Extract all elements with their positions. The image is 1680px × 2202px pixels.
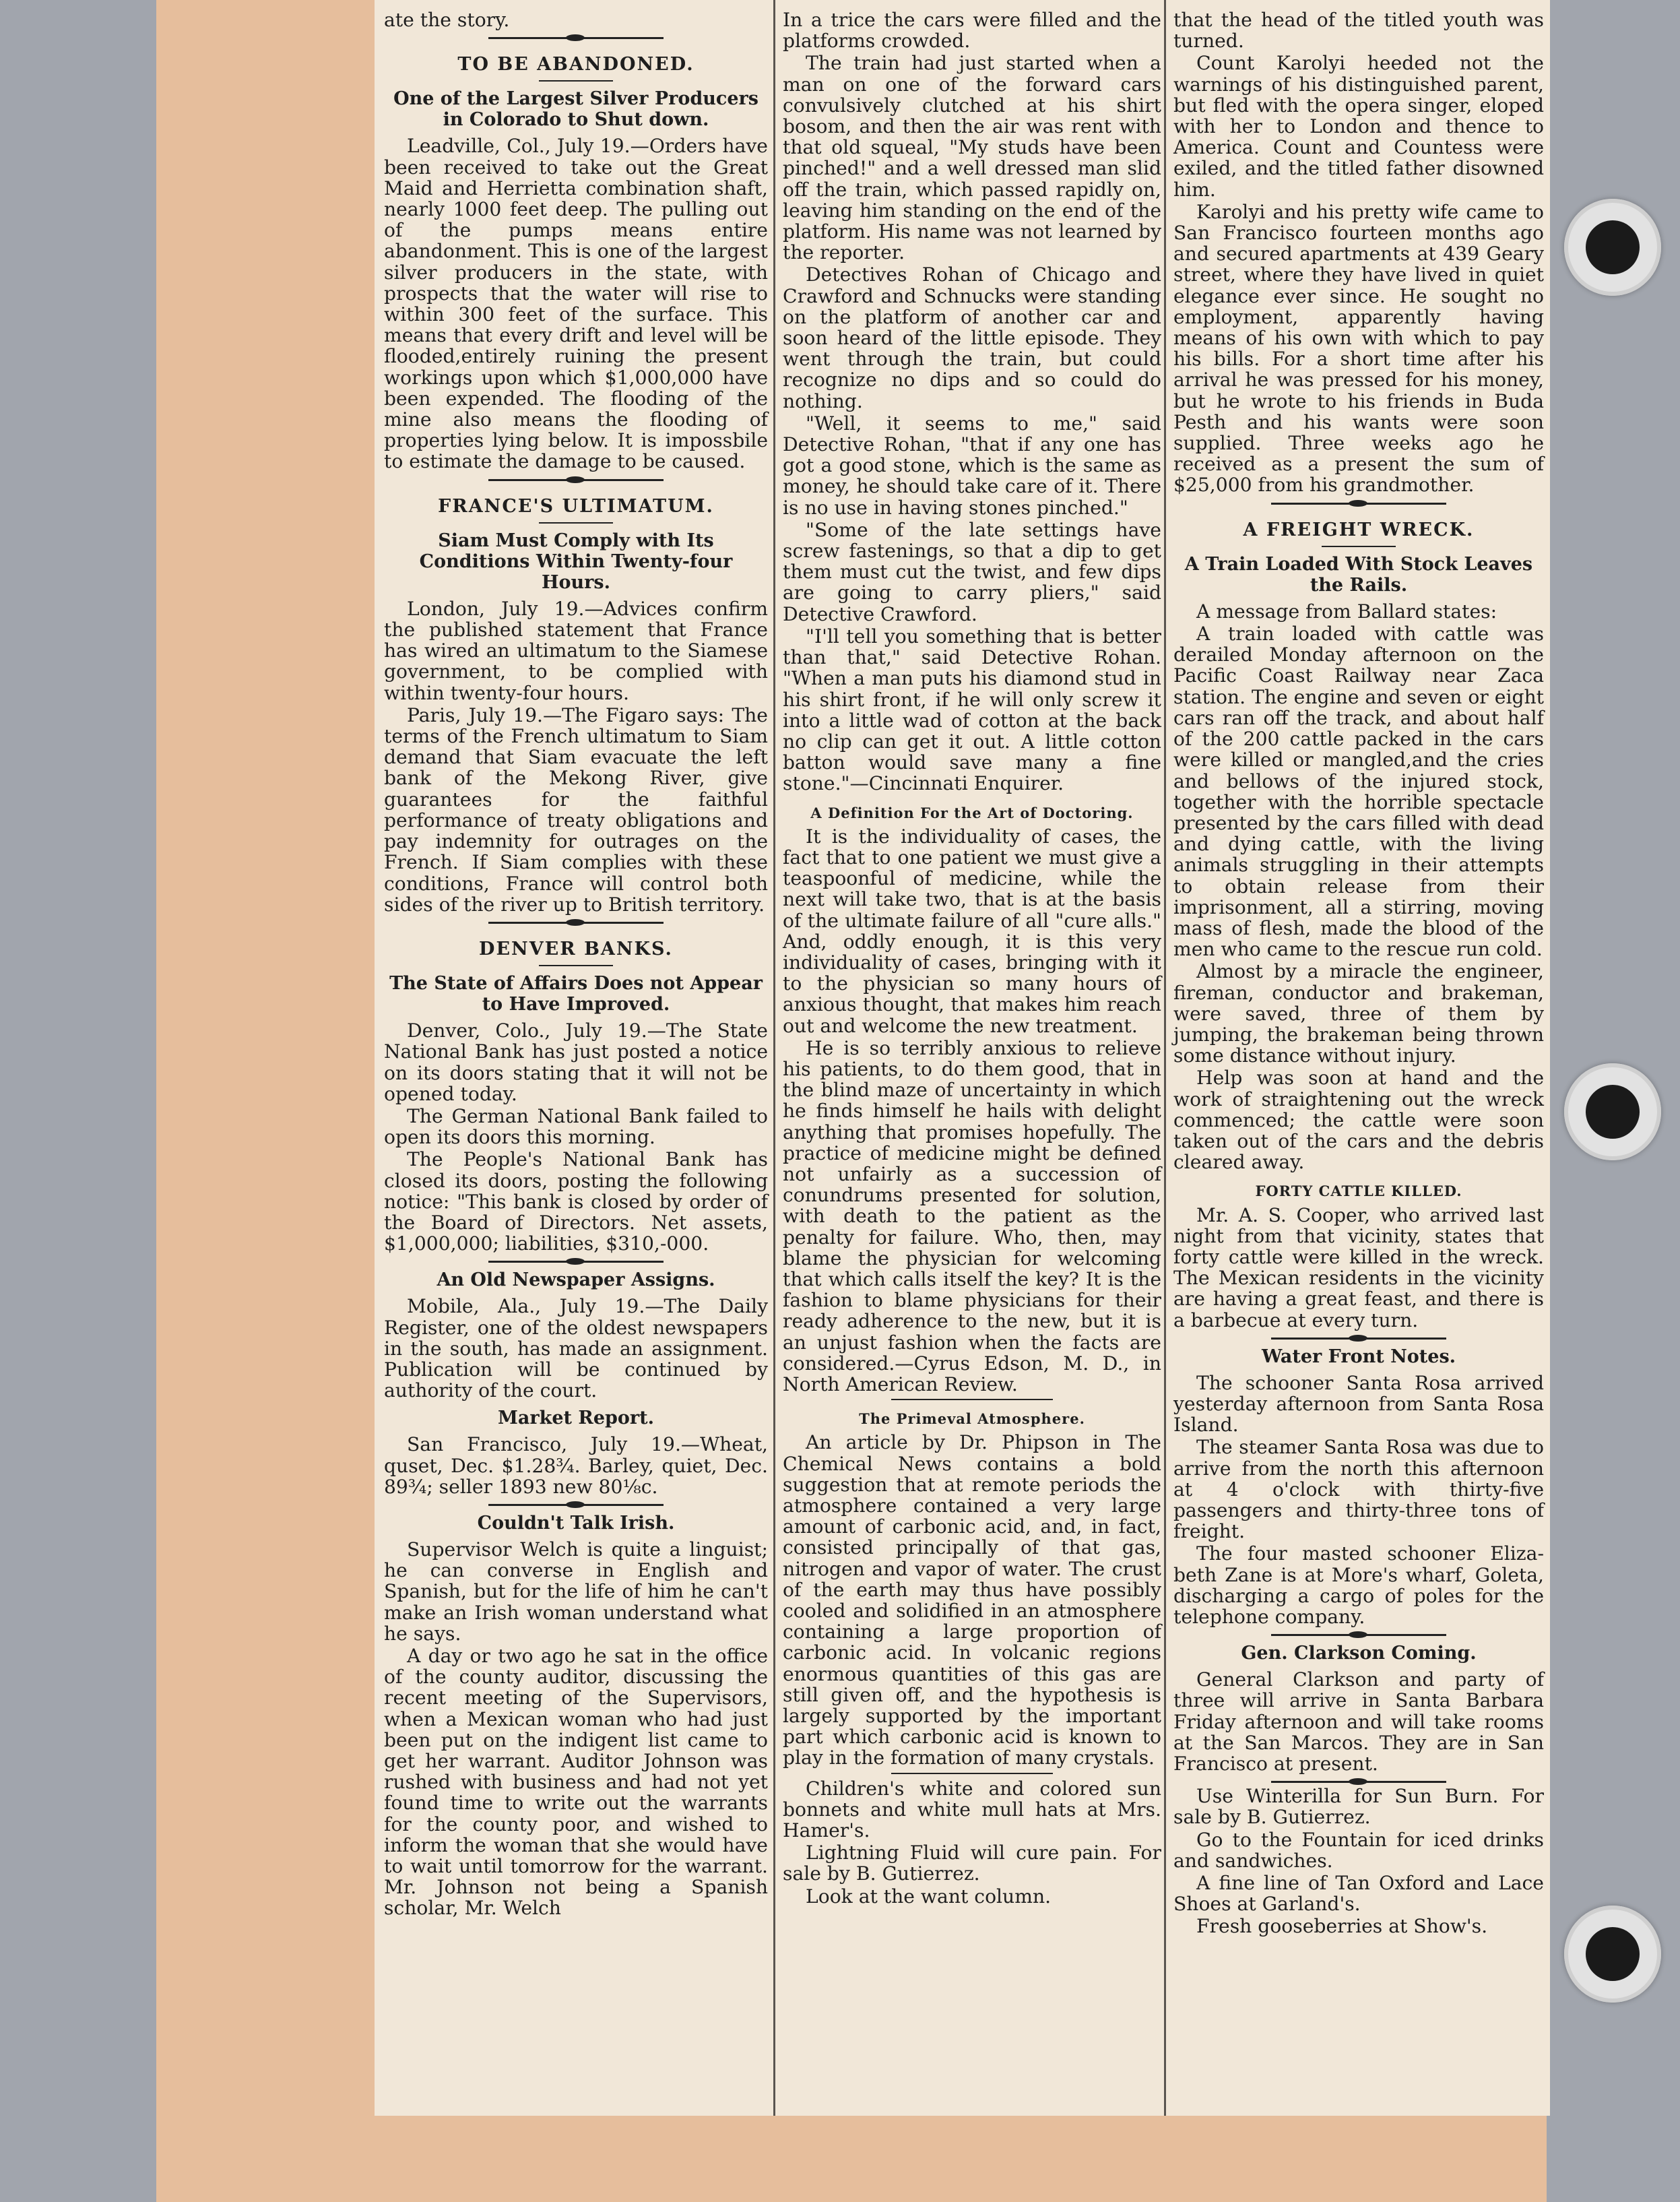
paragraph: "Well, it seems to me," said Detective Rohan, "that if any one has got a good stone, which is the same as money, he should take care of it. There is no use in having stones pinched." [783,412,1161,519]
advertisement: Use Winterilla for Sun Burn. For sale by B. Gutierrez. [1173,1785,1544,1829]
paragraph: The People's National Bank has closed its doors, posting the following notice: "This bank is closed by order of the Board of Directors. Net assets, $1,000,000; liabilities, $310,-000. [384,1148,768,1255]
ornament-divider [488,479,664,481]
paragraph: The train had just started when a man on one of the forward cars convulsively clutched at his shirt bosom, and then the air was rent with that old squeal, "My studs have been pinched!" and a well dressed man slid off the train, which passed rapidly on, leaving him standing on the end of the platform. His name was not learned by the reporter. [783,52,1161,264]
paragraph: Leadville, Col., July 19.—Orders have been received to take out the Great Maid and Herrietta combination shaft, nearly 1000 feet deep. The pulling out of the pumps means entire abandonment. This is one of the largest silver producers in the state, with prospects that the water will rise to within 300 feet of the surface. This means that every drift and level will be flooded,entirely ruining the present workings upon which $1,000,000 have been expended. The flooding of the mine also means the flooding of properties lying below. It is impossbile to estimate the damage to be caused. [384,135,768,473]
continued-text: ate the story. [384,9,510,31]
ornament-divider [488,1261,664,1263]
paragraph: A train loaded with cattle was derailed Monday afternoon on the Pacific Coast Railway near Zaca station. The engine and seven or eight cars ran off the track, and about half of the 200 cattle packed in the cars were killed or mangled,and the cries and bellows of the injured stock, together with the horrible spectacle presented by the cars filled with dead and dying cattle, with the living animals struggling in their attempts to obtain release from their imprisonment, all a stirring, moving mass of flesh, made the blood of the men who came to the rescue run cold. [1173,623,1544,961]
paragraph: "I'll tell you something that is better than that," said Detective Rohan. "When a man puts his diamond stud in his shirt front, if he will only screw it into a little wad of cotton at the back no clip can get it out. A little cotton batton would save many a fine stone."—Cincinnati Enquirer. [783,625,1161,795]
subhead: A Train Loaded With Stock Leaves the Rails. [1184,553,1533,596]
subhead: A Definition For the Art of Doctoring. [810,804,1134,821]
advertisement: Children's white and colored sun bonnets and white mull hats at Mrs. Hamer's. [783,1777,1161,1842]
binder-hole [1564,1063,1661,1160]
paragraph: General Clarkson and party of three will arrive in Santa Barbara Friday afternoon and will take rooms at the San Marcos. They are in San Francisco at present. [1173,1668,1544,1775]
paragraph: It is the individuality of cases, the fact that to one patient we must give a teaspoonful of medicine, while the next will take two, that is at the basis of the ultimate failure of all "cure alls." And, oddly enough, it is this very individuality of cases, bringing with it to the physician so many hours of anxious thought, that makes him reach out and welcome the new treatment. [783,825,1161,1037]
subhead: Water Front Notes. [1261,1346,1456,1367]
ornament-divider [488,37,664,39]
paragraph: Mr. A. S. Cooper, who arrived last night from that vicinity, states that forty cattle were killed in the wreck. The Mexican residents in the vicinity are having a great feast, and there is a barbecue at every turn. [1173,1203,1544,1331]
advertisement: Lightning Fluid will cure pain. For sale by B. Gutierrez. [783,1842,1161,1885]
subhead: The State of Affairs Does not Appear to Have Improved. [389,973,763,1015]
paragraph: Karolyi and his pretty wife came to San Francisco fourteen months ago and secured apartments at 439 Geary street, where they have lived in quiet elegance ever since. He sought no employment, apparently having means of his own with which to pay his bills. For a short time after his arrival he was pressed for his money, but he wrote to his friends in Buda Pesth and his wants were soon supplied. Three weeks ago he received as a present the sum of $25,000 from his grandmother. [1173,200,1544,497]
headline: DENVER BANKS. [479,938,673,960]
column-2 [783,9,1161,1908]
subhead: An Old Newspaper Assigns. [437,1269,715,1291]
column-rule [773,0,775,2116]
paragraph: Count Karolyi heeded not the warnings of his distinguished parent, but fled with the opera singer, eloped with her to London and thence to America. Count and Countess were exiled, and the titled father disowned him. [1173,52,1544,201]
paragraph: The schooner Santa Rosa arrived yesterday afternoon from Santa Rosa Island. [1173,1371,1544,1437]
paragraph: Mobile, Ala., July 19.—The Daily Register, one of the oldest newspapers in the south, has made an assignment. Publication will be continued by authority of the court. [384,1295,768,1402]
continued-text: In a trice the cars were filled and the platforms crowded. [783,9,1161,53]
subhead: Market Report. [498,1408,654,1429]
ornament-divider [1271,1634,1446,1636]
subhead: FORTY CATTLE KILLED. [1255,1183,1462,1200]
paragraph: "Some of the late settings have screw fastenings, so that a dip to get them must cut the twist, and few dips are going to carry pliers," said Detective Crawford. [783,518,1161,625]
paragraph: Supervisor Welch is quite a linguist; he can converse in English and Spanish, but for the life of him he can't make an Irish woman understand what he says. [384,1538,768,1645]
headline: FRANCE'S ULTIMATUM. [438,495,714,517]
paragraph: Detectives Rohan of Chicago and Crawford and Schnucks were standing on the platform of another car and soon heard of the little episode. They went through the train, but could recognize no dips and so could do nothing. [783,263,1161,412]
divider [539,80,613,82]
binder-hole [1564,1906,1661,2003]
divider [539,522,613,524]
continued-text: that the head of the titled youth was turned. [1173,9,1544,53]
paragraph: Paris, July 19.—The Figaro says: The terms of the French ultimatum to Siam demand that Siam evacuate the left bank of the Mekong River, give guarantees for the faithful performance of treaty obligations and pay indemnity for outrages on the French. If Siam complies with these conditions, France will control both sides of the river up to British territory. [384,703,768,916]
column-1 [384,9,768,1920]
paragraph: The steamer Santa Rosa was due to arrive from the north this afternoon at 4 o'clock with thirty-five passengers and thirty-three tons of freight. [1173,1436,1544,1543]
divider [539,965,613,966]
ornament-divider [1271,503,1446,505]
advertisement: Go to the Fountain for iced drinks and sandwiches. [1173,1828,1544,1872]
divider [891,1773,1053,1774]
column-3 [1173,9,1544,1939]
column-rule [1164,0,1166,2116]
paragraph: Almost by a miracle the engineer, fireman, conductor and brakeman, were saved, three of them by jumping, the brakeman being thrown some distance without injury. [1173,960,1544,1067]
ornament-divider [1271,1781,1446,1783]
ornament-divider [488,1504,664,1506]
paragraph: The four masted schooner Eliza-beth Zane is at More's wharf, Goleta, discharging a cargo of poles for the telephone company. [1173,1542,1544,1629]
paragraph: An article by Dr. Phipson in The Chemical News contains a bold suggestion that at remote periods the atmosphere contained a very large amount of carbonic acid, and, in fact, consisted principally of that gas, nitrogen and vapor of water. The crust of the earth may thus have possibly cooled and solidified in an atmosphere containing a large proportion of carbonic acid. In volcanic regions enormous quantities of this gas are still given off, and the hypothesis is largely supported by the important part which carbonic acid is known to play in the formation of many crystals. [783,1431,1161,1769]
advertisement: Look at the want column. [806,1885,1052,1908]
divider [891,1399,1053,1400]
ornament-divider [488,922,664,924]
subhead: Gen. Clarkson Coming. [1241,1643,1477,1664]
paragraph: Denver, Colo., July 19.—The State National Bank has just posted a notice on its doors stating that it will not be opened today. [384,1019,768,1105]
advertisement: A fine line of Tan Oxford and Lace Shoes at Garland's. [1173,1872,1544,1916]
subhead: The Primeval Atmosphere. [859,1410,1085,1428]
advertisement: Fresh gooseberries at Show's. [1196,1915,1488,1938]
paragraph: A day or two ago he sat in the office of the county auditor, discussing the recent meeting of the Supervisors, when a Mexican woman who had just been put on the indigent list came to get her warrant. Auditor Johnson was rushed with business and had not yet found time to write out the warrants for the county poor, and wished to inform the woman that she would have to wait until tomorrow for the warrant. Mr. Johnson not being a Spanish scholar, Mr. Welch [384,1644,768,1920]
binder-hole [1564,199,1661,296]
paragraph: Help was soon at hand and the work of straightening out the wreck commenced; the cattle were soon taken out of the cars and the debris cleared away. [1173,1067,1544,1174]
paragraph: London, July 19.—Advices confirm the published statement that France has wired an ultimatum to the Siamese government, to be complied with within twenty-four hours. [384,597,768,704]
paragraph: San Francisco, July 19.—Wheat, quset, Dec. $1.28¾. Barley, quiet, Dec. 89¾; seller 1893 new 80⅛c. [384,1433,768,1498]
paragraph: A message from Ballard states: [1196,600,1497,623]
subhead: One of the Largest Silver Producers in Colorado to Shut down. [393,88,758,131]
ornament-divider [1271,1338,1446,1340]
divider [1322,546,1396,547]
headline: A FREIGHT WRECK. [1243,519,1475,540]
paragraph: He is so terribly anxious to relieve his patients, to do them good, that in the blind maze of uncertainty in which he finds himself he hails with delight anything that promises hopefully. The practice of medicine might be defined not unfairly as a succession of conundrums presented for solution, with death to the patient as the penalty for failure. Who, then, may blame the physician for welcoming that which calls itself the key? It is the fashion to blame physicians for their ready adherence to the new, but it is an unjust fashion when the facts are considered.—Cyrus Edson, M. D., in North American Review. [783,1036,1161,1395]
paragraph: The German National Bank failed to open its doors this morning. [384,1104,768,1149]
subhead: Siam Must Comply with Its Conditions Within Twenty-four Hours. [419,530,733,593]
subhead: Couldn't Talk Irish. [477,1512,675,1534]
headline: TO BE ABANDONED. [457,54,694,75]
